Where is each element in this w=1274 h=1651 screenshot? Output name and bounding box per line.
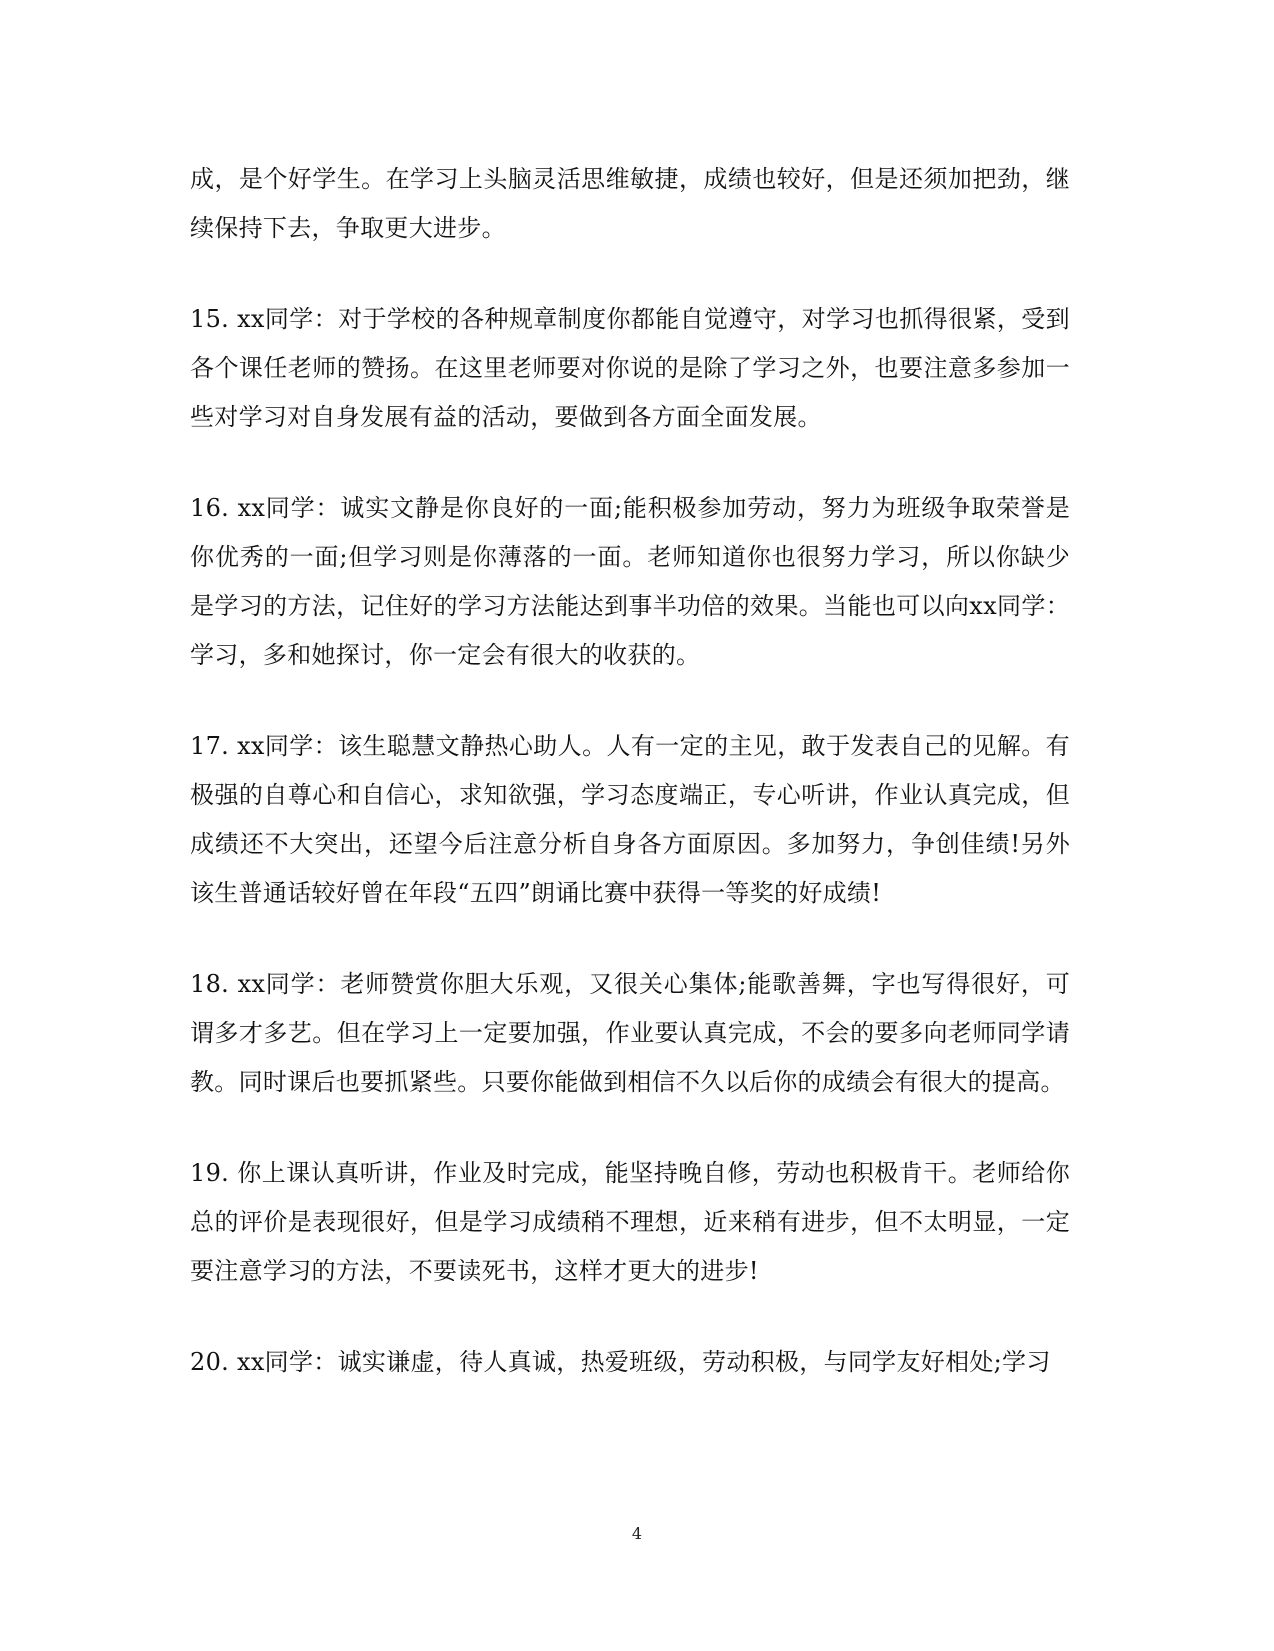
document-body bbox=[190, 155, 1070, 1429]
paragraph-continuation: 成，是个好学生。在学习上头脑灵活思维敏捷，成绩也较好，但是还须加把劲，继续保持下去，争取更大进步。 bbox=[190, 165, 1070, 242]
paragraph-19: 19. 你上课认真听讲，作业及时完成，能坚持晚自修，劳动也积极肯干。老师给你总的评价是表现很好，但是学习成绩稍不理想，近来稍有进步，但不太明显，一定要注意学习的方法，不要读死书，这样才更大的进步! bbox=[190, 1159, 1070, 1285]
paragraph-18: 18. xx同学：老师赞赏你胆大乐观，又很关心集体;能歌善舞，字也写得很好，可谓多才多艺。但在学习上一定要加强，作业要认真完成，不会的要多向老师同学请教。同时课后也要抓紧些。只要你能做到相信不久以后你的成绩会有很大的提高。 bbox=[190, 970, 1070, 1096]
paragraph-15: 15. xx同学：对于学校的各种规章制度你都能自觉遵守，对学习也抓得很紧，受到各个课任老师的赞扬。在这里老师要对你说的是除了学习之外，也要注意多参加一些对学习对自身发展有益的活动，要做到各方面全面发展。 bbox=[190, 305, 1070, 431]
page-number: 4 bbox=[631, 1524, 643, 1543]
paragraph-16: 16. xx同学：诚实文静是你良好的一面;能积极参加劳动，努力为班级争取荣誉是你优秀的一面;但学习则是你薄落的一面。老师知道你也很努力学习，所以你缺少是学习的方法，记住好的学习方法能达到事半功倍的效果。当能也可以向xx同学：学习，多和她探讨，你一定会有很大的收获的。 bbox=[190, 494, 1070, 669]
paragraph-20: 20. xx同学：诚实谦虚，待人真诚，热爱班级，劳动积极，与同学友好相处;学习 bbox=[190, 1348, 1051, 1376]
paragraph-17: 17. xx同学：该生聪慧文静热心助人。人有一定的主见，敢于发表自己的见解。有极强的自尊心和自信心，求知欲强，学习态度端正，专心听讲，作业认真完成，但成绩还不大突出，还望今后注意分析自身各方面原因。多加努力，争创佳绩!另外该生普通话较好曾在年段“五四”朗诵比赛中获得一等奖的好成绩! bbox=[190, 732, 1070, 907]
